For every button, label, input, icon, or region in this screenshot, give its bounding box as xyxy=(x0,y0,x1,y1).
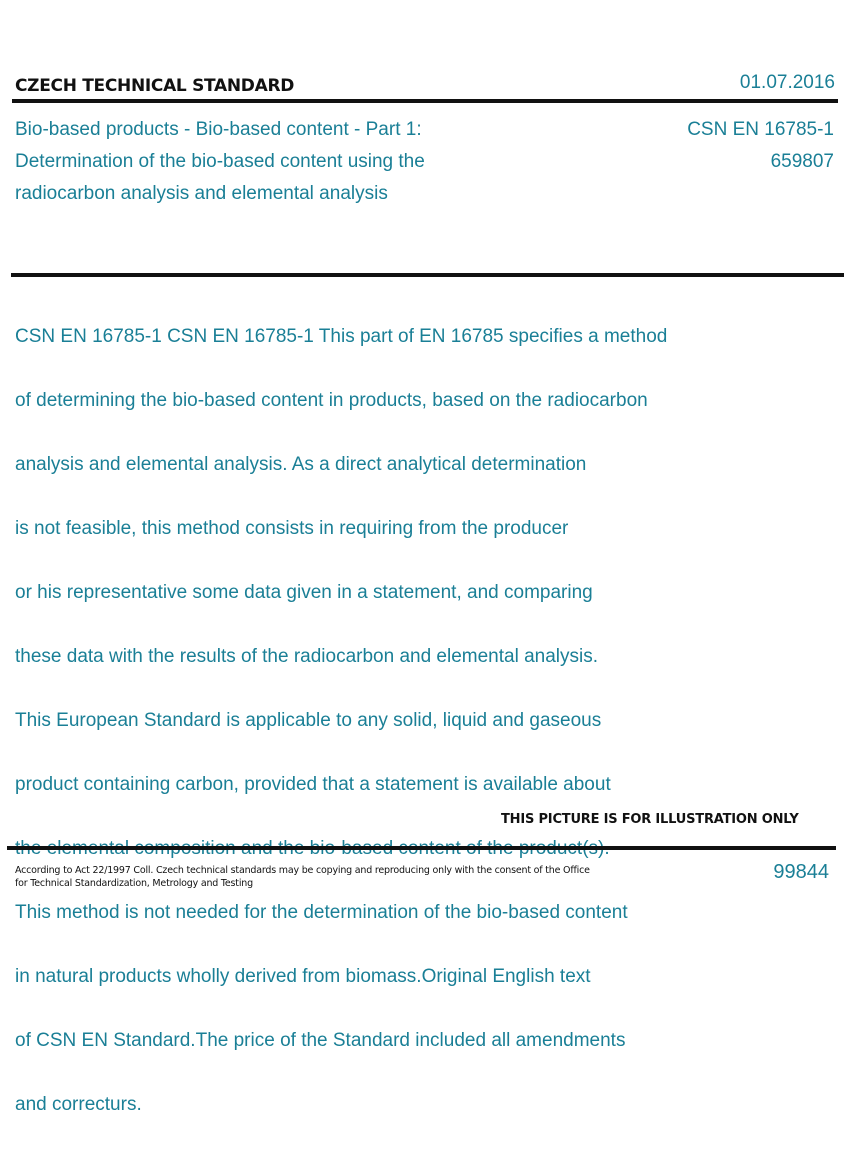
illustration-notice: THIS PICTURE IS FOR ILLUSTRATION ONLY xyxy=(501,812,799,827)
legal-notice-line: for Technical Standardization, Metrology and Testing xyxy=(15,878,253,889)
standard-title-line: radiocarbon analysis and elemental analysis xyxy=(15,183,388,204)
publication-date: 01.07.2016 xyxy=(739,72,835,93)
abstract-line: and correcturs. xyxy=(15,1094,142,1115)
header-divider xyxy=(12,99,838,103)
standard-title-line: Bio-based products - Bio-based content - Part 1: xyxy=(15,119,422,140)
abstract-line: analysis and elemental analysis. As a direct analytical determination xyxy=(15,454,587,475)
standard-code: CSN EN 16785-1 xyxy=(687,119,834,140)
abstract-line: in natural products wholly derived from biomass.Original English text xyxy=(15,966,591,987)
abstract-line: of CSN EN Standard.The price of the Standard included all amendments xyxy=(15,1030,626,1051)
legal-notice-line: According to Act 22/1997 Coll. Czech technical standards may be copying and reproducing only with the consent of the Office xyxy=(15,865,590,876)
abstract-line: This European Standard is applicable to any solid, liquid and gaseous xyxy=(15,710,602,731)
abstract-line: or his representative some data given in a statement, and comparing xyxy=(15,582,593,603)
title-divider xyxy=(11,273,844,277)
document-number: 99844 xyxy=(773,861,829,883)
abstract-line: This method is not needed for the determination of the bio-based content xyxy=(15,902,628,923)
footer-divider xyxy=(7,846,836,850)
abstract-line: product containing carbon, provided that a statement is available about xyxy=(15,774,611,795)
abstract-text xyxy=(15,289,805,1153)
abstract-line: of determining the bio-based content in products, based on the radiocarbon xyxy=(15,390,648,411)
standard-title xyxy=(15,114,535,210)
catalog-number: 659807 xyxy=(770,151,834,172)
abstract-line: is not feasible, this method consists in requiring from the producer xyxy=(15,518,569,539)
standard-title-line: Determination of the bio-based content using the xyxy=(15,151,425,172)
legal-notice xyxy=(15,864,615,890)
abstract-line: CSN EN 16785-1 CSN EN 16785-1 This part of EN 16785 specifies a method xyxy=(15,326,668,347)
standard-identifiers xyxy=(687,114,834,178)
abstract-line: these data with the results of the radiocarbon and elemental analysis. xyxy=(15,646,599,667)
document-header-title: CZECH TECHNICAL STANDARD xyxy=(15,76,295,96)
